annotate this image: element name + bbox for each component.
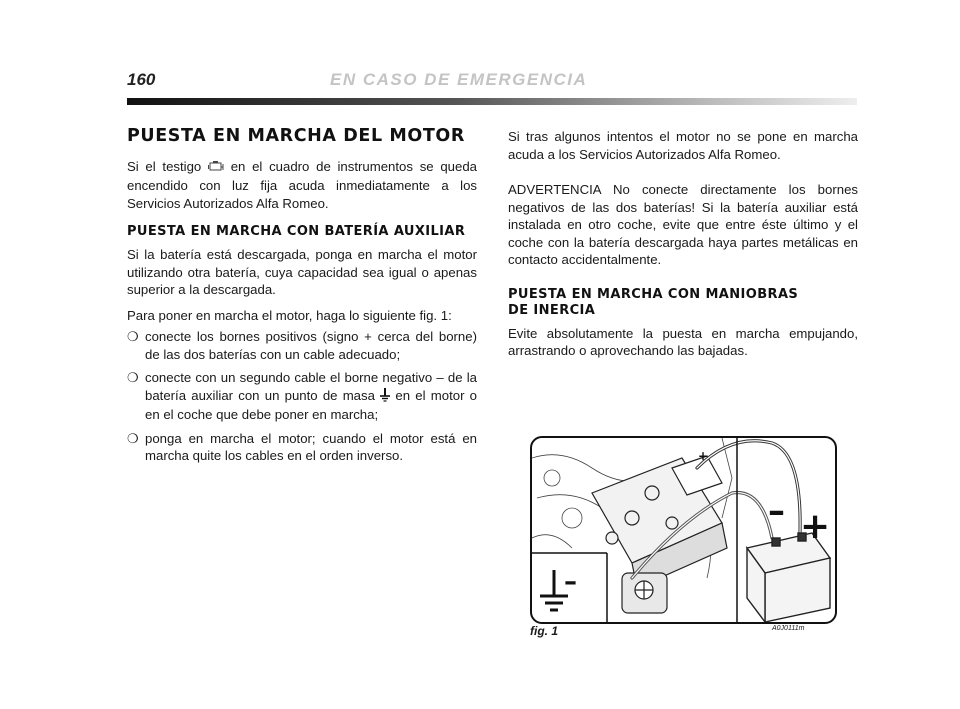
- discharged-battery: [592, 456, 727, 588]
- subtitle-inertia-line2: DE INERCIA: [508, 302, 596, 318]
- right-paragraph-2: Evite absolutamente la puesta en marcha empujando, arrastrando o aprovechando las bajadas.: [508, 325, 858, 358]
- minus-symbol-ground: –: [564, 567, 577, 597]
- steps-list: [127, 328, 477, 465]
- bullet-symbol: ❍: [127, 329, 139, 344]
- left-column: [127, 128, 477, 471]
- bullet-symbol: ❍: [127, 370, 139, 385]
- minus-symbol-battery: –: [768, 491, 785, 531]
- bullet-symbol: ❍: [127, 430, 139, 446]
- paragraph-1: Si la batería está descargada, ponga en marcha el motor utilizando otra batería, cuya capacidad sea igual o apenas superior a la descargada.: [127, 247, 477, 297]
- figure-jump-start: [530, 436, 837, 624]
- figure-code: A0J0111m: [772, 625, 805, 632]
- page-title: PUESTA EN MARCHA DEL MOTOR: [127, 126, 465, 146]
- warning-paragraph: ADVERTENCIA No conecte directamente los bornes negativos de las dos baterías! Si la batería auxiliar está instalada en otro coche, evite que entre éste último y el coche con la batería descargada haya partes metálicas en contacto accidentalmente.: [508, 182, 858, 267]
- list-item: [127, 369, 477, 424]
- ground-clamp: [622, 573, 667, 613]
- subtitle-inertia: [508, 287, 858, 319]
- plus-symbol-discharged: +: [698, 449, 709, 463]
- figure-caption: fig. 1: [530, 624, 559, 638]
- list-item: [127, 430, 477, 465]
- intro-text-a: Si el testigo: [127, 158, 202, 174]
- subtitle-auxiliary-battery: PUESTA EN MARCHA CON BATERÍA AUXILIAR: [127, 224, 466, 239]
- intro-paragraph: [127, 158, 477, 213]
- jump-start-illustration: [532, 438, 835, 622]
- engine-warning-icon: [208, 160, 224, 178]
- intro-text-b: en el cuadro de instrumentos se queda encendido con luz fija acuda inmediatamente a los Servicios Autorizados Alfa Romeo.: [127, 158, 477, 211]
- step-text-b: en el motor o en el coche que debe poner en marcha;: [145, 387, 477, 422]
- section-header: EN CASO DE EMERGENCIA: [330, 70, 588, 89]
- step-text: conecte los bornes positivos (signo + cerca del borne) de las dos baterías con un cable adecuado;: [145, 329, 477, 362]
- step-text: ponga en marcha el motor; cuando el motor está en marcha quite los cables en el orden inverso.: [145, 430, 477, 463]
- header-rule: [127, 98, 857, 105]
- page-number: 160: [127, 70, 156, 89]
- plus-symbol-battery: +: [800, 506, 831, 547]
- right-paragraph-1: Si tras algunos intentos el motor no se pone en marcha acuda a los Servicios Autorizados Alfa Romeo.: [508, 129, 858, 162]
- paragraph-2: Para poner en marcha el motor, haga lo siguiente fig. 1:: [127, 307, 452, 323]
- ground-icon: [380, 388, 390, 407]
- subtitle-inertia-line1: PUESTA EN MARCHA CON MANIOBRAS: [508, 286, 799, 302]
- step-text-a: conecte con un segundo cable el borne negativo – de la batería auxiliar con un punto de masa: [145, 370, 477, 403]
- list-item: [127, 328, 477, 363]
- right-column: [508, 128, 858, 372]
